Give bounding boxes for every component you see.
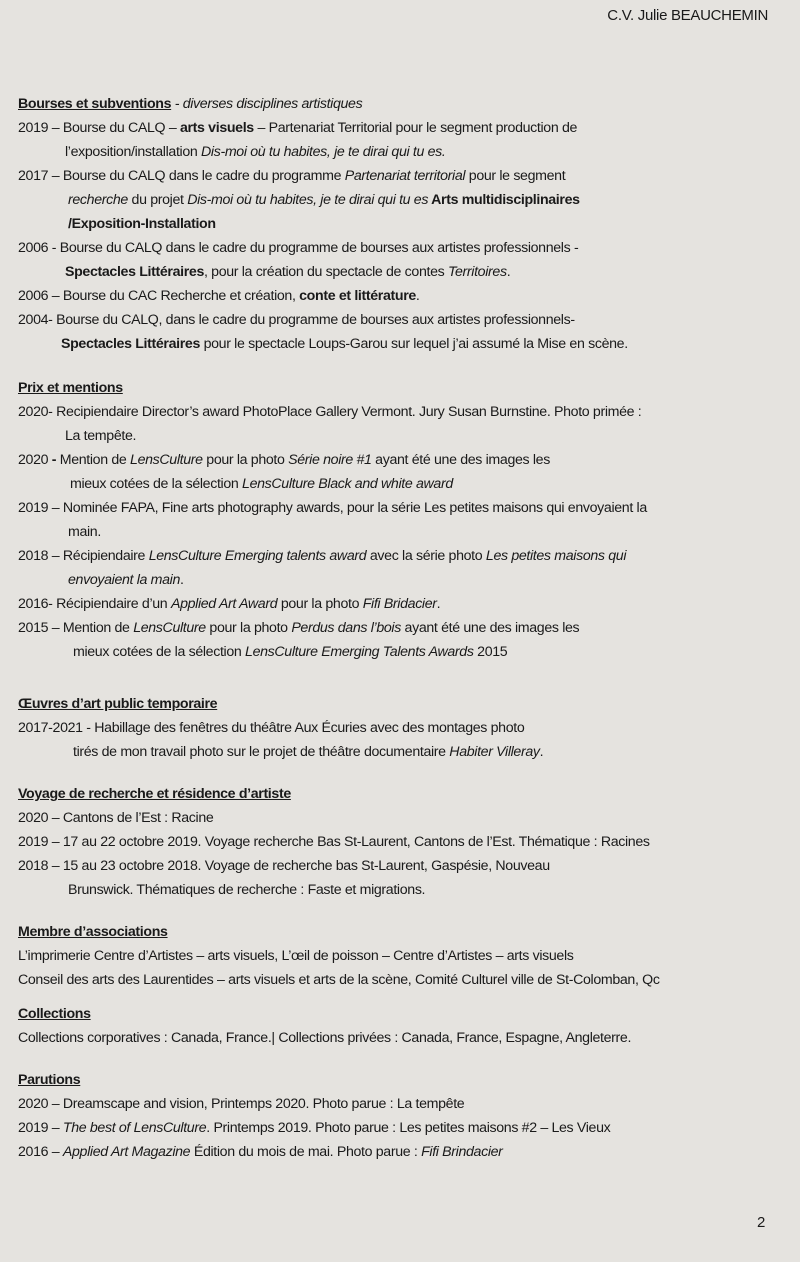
text-italic: Applied Art Award xyxy=(170,596,278,612)
text-italic: Partenariat territorial xyxy=(344,168,466,184)
text-italic: recherche xyxy=(68,192,128,208)
text: 2017 – Bourse du CALQ dans le cadre du programme xyxy=(18,168,345,184)
text: du projet xyxy=(127,192,188,208)
text: . xyxy=(506,264,511,280)
prix-entry-2016 xyxy=(18,595,440,613)
bourse-entry-2017-cont xyxy=(68,191,580,209)
text: 2016 – xyxy=(18,1144,63,1160)
text-italic: Applied Art Magazine xyxy=(62,1144,191,1160)
section-collections-heading: Collections xyxy=(18,1006,91,1022)
text: – Partenariat Territorial pour le segment production de xyxy=(253,120,578,136)
bourse-entry-2019-cont xyxy=(65,143,446,161)
text-bold: conte et littérature xyxy=(299,288,416,304)
text: 2020 xyxy=(18,452,52,468)
section-bourses-heading-line xyxy=(18,95,362,113)
voyage-entry-2019: 2019 – 17 au 22 octobre 2019. Voyage recherche Bas St-Laurent, Cantons de l’Est. Thématique : Racines xyxy=(18,834,650,850)
bourse-entry-2006a: 2006 - Bourse du CALQ dans le cadre du programme de bourses aux artistes professionnels - xyxy=(18,240,579,256)
text-italic: Les petites maisons qui xyxy=(485,548,627,564)
membre-entry-1: L’imprimerie Centre d’Artistes – arts visuels, L’œil de poisson – Centre d’Artistes – arts visuels xyxy=(18,948,574,964)
voyage-entry-2020: 2020 – Cantons de l’Est : Racine xyxy=(18,810,214,826)
text: avec la série photo xyxy=(366,548,486,564)
text: 2016- Récipiendaire d’un xyxy=(18,596,171,612)
document-header-title: C.V. Julie BEAUCHEMIN xyxy=(607,7,768,24)
text: l’exposition/installation xyxy=(65,144,202,160)
text: 2015 – Mention de xyxy=(18,620,134,636)
prix-entry-2015 xyxy=(18,619,579,637)
bourse-entry-2017 xyxy=(18,167,565,185)
text: ayant été une des images les xyxy=(400,620,580,636)
prix-entry-2019-cont: main. xyxy=(68,524,101,540)
bourse-entry-2004-cont xyxy=(61,335,628,353)
text: pour le segment xyxy=(465,168,566,184)
text: . xyxy=(539,744,544,760)
prix-entry-2020b-cont xyxy=(70,475,453,493)
text-italic: The best of LensCulture xyxy=(62,1120,207,1136)
text: pour la photo xyxy=(277,596,363,612)
parution-entry-2020: 2020 – Dreamscape and vision, Printemps 2020. Photo parue : La tempête xyxy=(18,1096,465,1112)
text: pour la photo xyxy=(205,620,292,636)
text-italic: Dis-moi où tu habites, je te dirai qui tu es. xyxy=(201,144,446,160)
text: tirés de mon travail photo sur le projet de théâtre documentaire xyxy=(73,744,450,760)
text: mieux cotées de la sélection xyxy=(70,476,243,492)
section-parutions-heading: Parutions xyxy=(18,1072,81,1088)
text-italic: Perdus dans l’bois xyxy=(291,620,401,636)
text: . Printemps 2019. Photo parue : Les petites maisons #2 – Les Vieux xyxy=(206,1120,611,1136)
text: . xyxy=(415,288,420,304)
text-italic: Territoires xyxy=(447,264,507,280)
prix-entry-2020a-cont: La tempête. xyxy=(65,428,137,444)
bourse-entry-2004: 2004- Bourse du CALQ, dans le cadre du programme de bourses aux artistes professionnels- xyxy=(18,312,575,328)
text-italic: Série noire #1 xyxy=(288,452,372,468)
text-bold: - xyxy=(51,452,57,468)
text-bold: Spectacles Littéraires xyxy=(65,264,204,280)
page-number: 2 xyxy=(757,1214,766,1231)
collections-entry: Collections corporatives : Canada, France.| Collections privées : Canada, France, Espagne, Angleterre. xyxy=(18,1030,632,1046)
text-italic: Dis-moi où tu habites, je te dirai qui tu es xyxy=(187,192,429,208)
text: 2006 – Bourse du CAC Recherche et création, xyxy=(18,288,300,304)
voyage-entry-2018-cont: Brunswick. Thématiques de recherche : Faste et migrations. xyxy=(68,882,426,898)
text: 2018 – Récipiendaire xyxy=(18,548,149,564)
section-oeuvres-heading: Œuvres d’art public temporaire xyxy=(18,696,218,712)
parution-entry-2016 xyxy=(18,1143,503,1161)
text-italic: LensCulture Black and white award xyxy=(242,476,453,492)
section-membre-heading: Membre d’associations xyxy=(18,924,168,940)
oeuvre-entry-cont xyxy=(73,743,543,761)
text: pour la photo xyxy=(202,452,289,468)
text-bold: arts visuels xyxy=(179,120,254,136)
parution-entry-2019 xyxy=(18,1119,610,1137)
membre-entry-2: Conseil des arts des Laurentides – arts visuels et arts de la scène, Comité Culturel ville de St-Colomban, Qc xyxy=(18,972,660,988)
section-voyage-heading: Voyage de recherche et résidence d’artiste xyxy=(18,786,291,802)
prix-entry-2020a: 2020- Recipiendaire Director’s award PhotoPlace Gallery Vermont. Jury Susan Burnstine. Photo primée : xyxy=(18,404,642,420)
text: 2019 – Bourse du CALQ – xyxy=(18,120,180,136)
text-italic: LensCulture Emerging talents award xyxy=(148,548,367,564)
voyage-entry-2018: 2018 – 15 au 23 octobre 2018. Voyage de recherche bas St-Laurent, Gaspésie, Nouveau xyxy=(18,858,550,874)
section-heading: Bourses et subventions xyxy=(18,96,172,112)
text: mieux cotées de la sélection xyxy=(73,644,246,660)
oeuvre-entry-2017-2021: 2017-2021 - Habillage des fenêtres du théâtre Aux Écuries avec des montages photo xyxy=(18,720,525,736)
text-italic: LensCulture Emerging Talents Awards xyxy=(245,644,474,660)
text-bold: Arts multidisciplinaires xyxy=(428,192,580,208)
prix-entry-2015-cont xyxy=(73,643,507,661)
text-bold: Spectacles Littéraires xyxy=(61,336,200,352)
text: ayant été une des images les xyxy=(371,452,550,468)
prix-entry-2020b xyxy=(18,451,550,469)
text: Édition du mois de mai. Photo parue : xyxy=(190,1144,422,1160)
prix-entry-2018 xyxy=(18,547,626,565)
text: pour le spectacle Loups-Garou sur lequel j’ai assumé la Mise en scène. xyxy=(199,336,628,352)
text-italic: LensCulture xyxy=(130,452,203,468)
bourse-entry-2006a-cont xyxy=(65,263,510,281)
text: 2019 – xyxy=(18,1120,63,1136)
section-prix-heading: Prix et mentions xyxy=(18,380,123,396)
bourse-entry-2017-cont2: /Exposition-Installation xyxy=(68,216,216,232)
text-italic: Fifi Brindacier xyxy=(421,1144,503,1160)
text: , pour la création du spectacle de contes xyxy=(203,264,448,280)
text: . xyxy=(180,572,184,588)
prix-entry-2019: 2019 – Nominée FAPA, Fine arts photography awards, pour la série Les petites maisons qui envoyaient la xyxy=(18,500,647,516)
bourse-entry-2019 xyxy=(18,119,577,137)
section-subtitle: - diverses disciplines artistiques xyxy=(171,96,363,112)
prix-entry-2018-cont xyxy=(68,571,184,589)
text: 2015 xyxy=(473,644,508,660)
text: . xyxy=(436,596,441,612)
text-italic: Habiter Villeray xyxy=(449,744,540,760)
text-italic: envoyaient la main xyxy=(68,572,181,588)
text-italic: LensCulture xyxy=(133,620,206,636)
text-italic: Fifi Bridacier xyxy=(362,596,437,612)
bourse-entry-2006b xyxy=(18,287,420,305)
text: Mention de xyxy=(56,452,131,468)
